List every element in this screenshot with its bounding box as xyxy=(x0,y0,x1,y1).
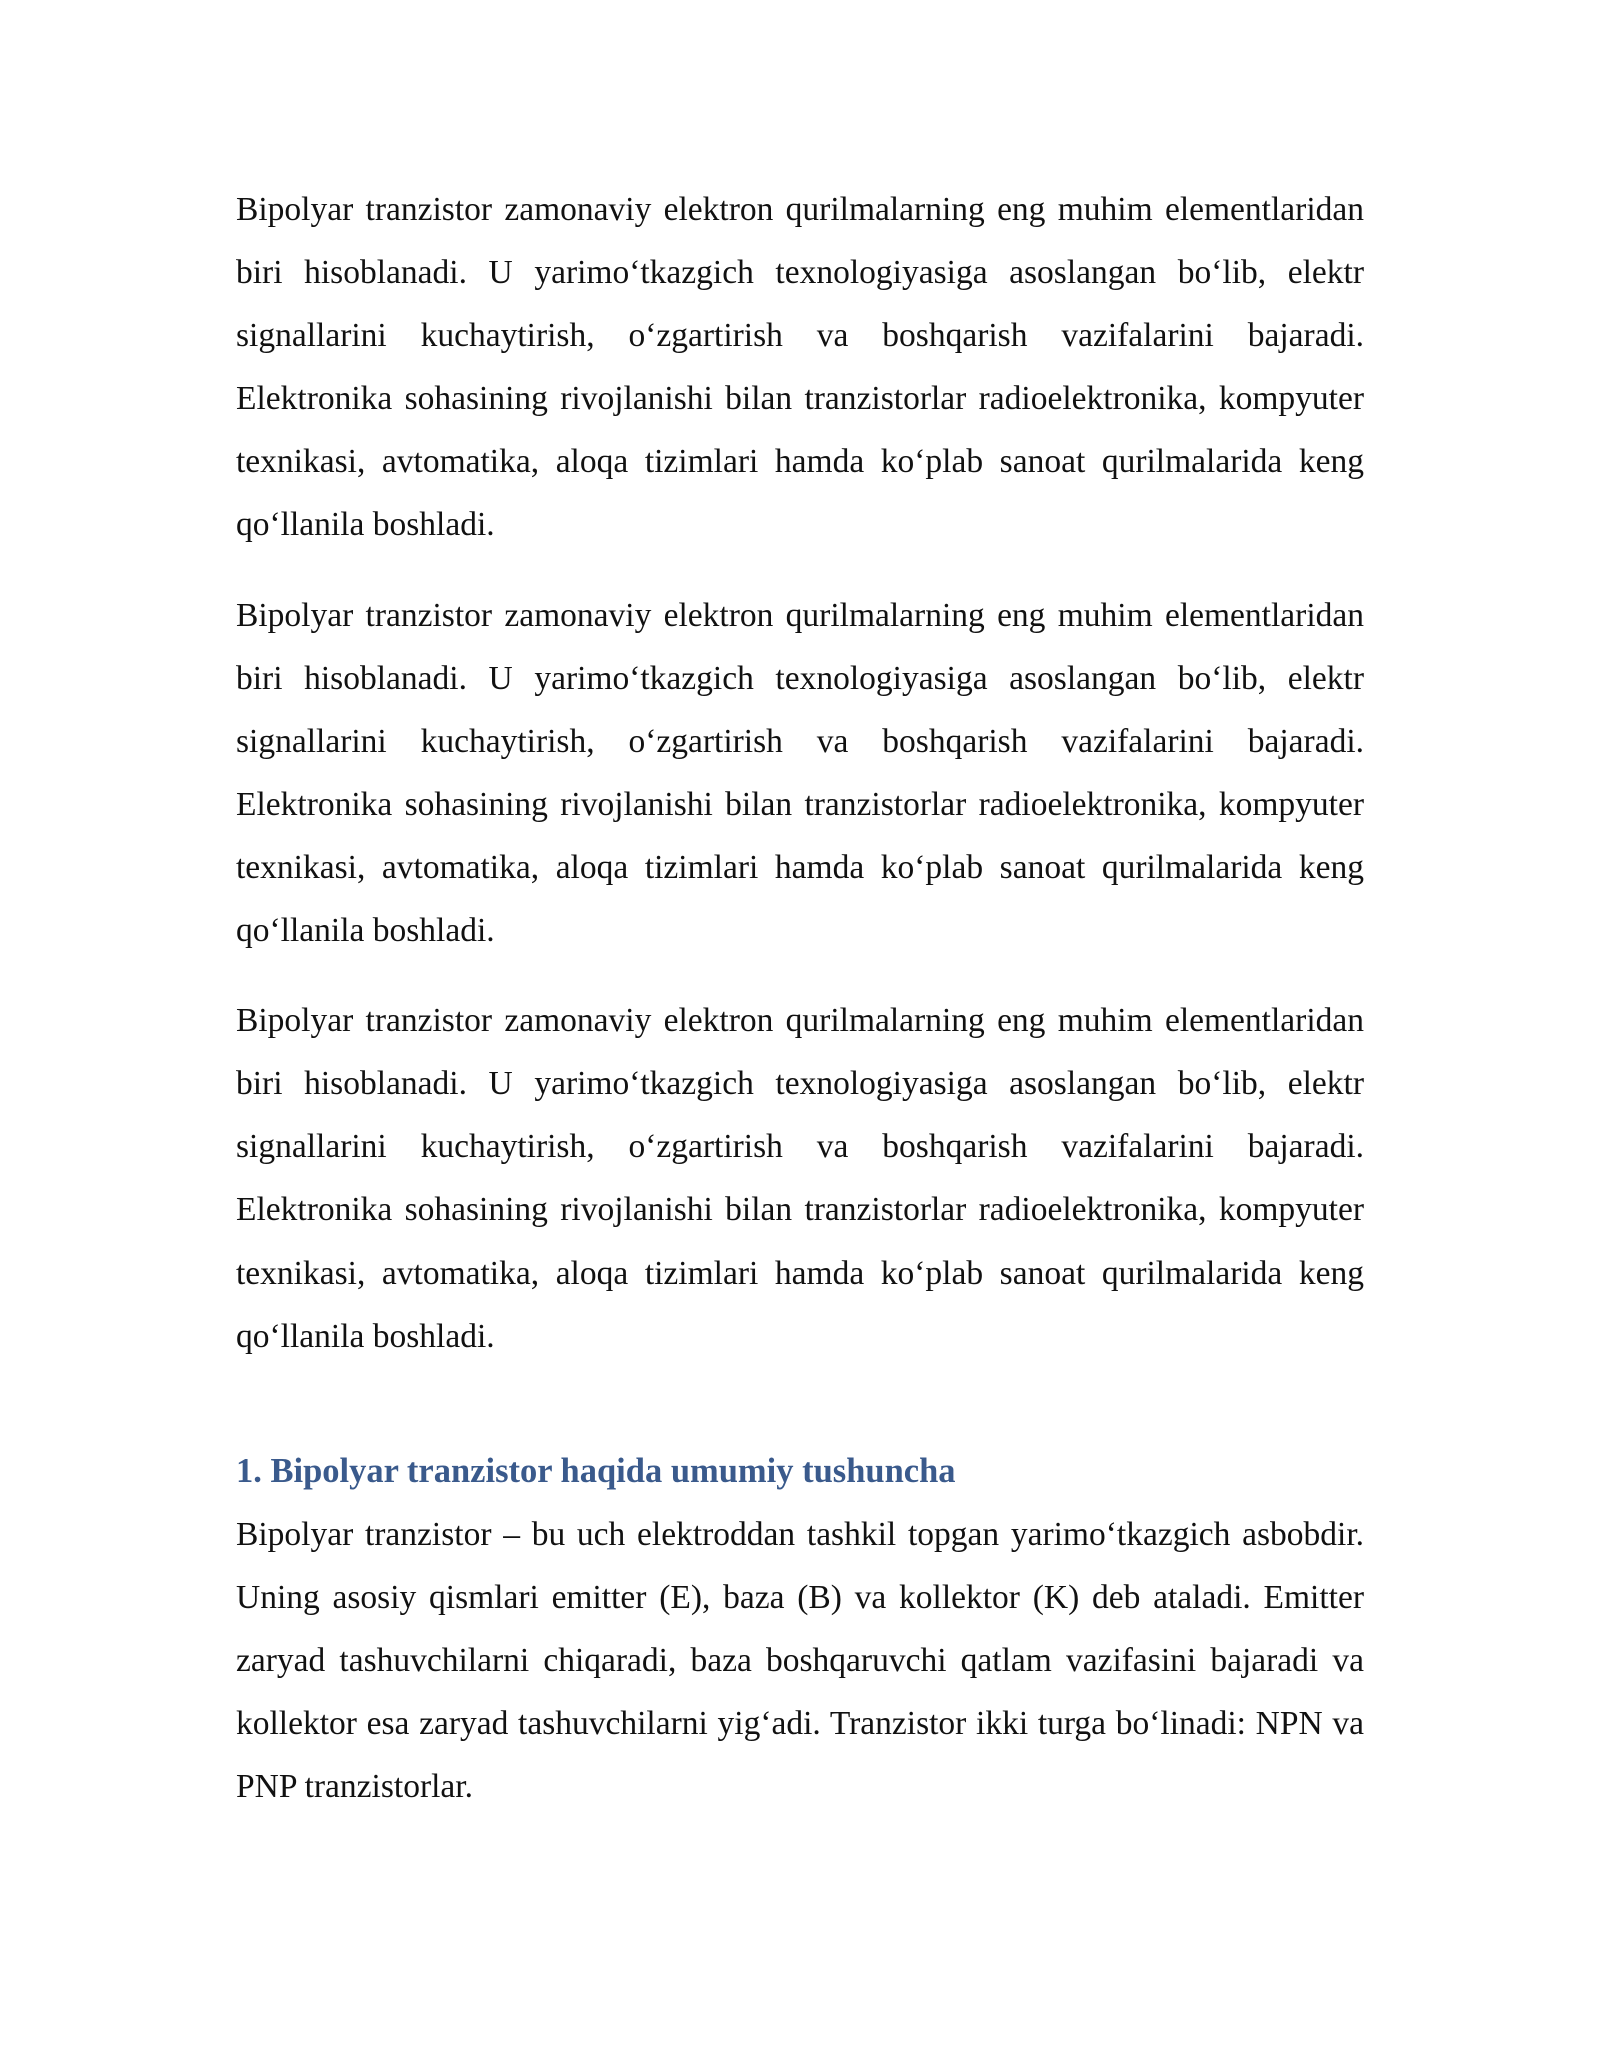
document-page xyxy=(236,178,1364,1845)
section-1-heading: 1. Bipolyar tranzistor haqida umumiy tushuncha xyxy=(236,1451,956,1490)
intro-paragraph-1: Bipolyar tranzistor zamonaviy elektron qurilmalarning eng muhim elementlaridan biri hisoblanadi. U yarimo‘tkazgich texnologiyasiga asoslangan bo‘lib, elektr signallarini kuchaytirish, o‘zgartirish va boshqarish vazifalarini bajaradi. Elektronika sohasining rivojlanishi bilan tranzistorlar radioelektronika, kompyuter texnikasi, avtomatika, aloqa tizimlari hamda ko‘plab sanoat qurilmalarida keng qo‘llanila boshladi. xyxy=(236,191,1364,544)
intro-paragraph-3: Bipolyar tranzistor zamonaviy elektron qurilmalarning eng muhim elementlaridan biri hisoblanadi. U yarimo‘tkazgich texnologiyasiga asoslangan bo‘lib, elektr signallarini kuchaytirish, o‘zgartirish va boshqarish vazifalarini bajaradi. Elektronika sohasining rivojlanishi bilan tranzistorlar radioelektronika, kompyuter texnikasi, avtomatika, aloqa tizimlari hamda ko‘plab sanoat qurilmalarida keng qo‘llanila boshladi. xyxy=(236,1002,1364,1355)
intro-paragraph-2: Bipolyar tranzistor zamonaviy elektron qurilmalarning eng muhim elementlaridan biri hisoblanadi. U yarimo‘tkazgich texnologiyasiga asoslangan bo‘lib, elektr signallarini kuchaytirish, o‘zgartirish va boshqarish vazifalarini bajaradi. Elektronika sohasining rivojlanishi bilan tranzistorlar radioelektronika, kompyuter texnikasi, avtomatika, aloqa tizimlari hamda ko‘plab sanoat qurilmalarida keng qo‘llanila boshladi. xyxy=(236,596,1364,950)
section-1-body: Bipolyar tranzistor – bu uch elektroddan tashkil topgan yarimo‘tkazgich asbobdir. Uning asosiy qismlari emitter (E), baza (B) va kollektor (K) deb ataladi. Emitter zaryad tashuvchilarni chiqaradi, baza boshqaruvchi qatlam vazifasini bajaradi va kollektor esa zaryad tashuvchilarni yig‘adi. Tranzistor ikki turga bo‘linadi: NPN va PNP tranzistorlar. xyxy=(236,1515,1364,1806)
